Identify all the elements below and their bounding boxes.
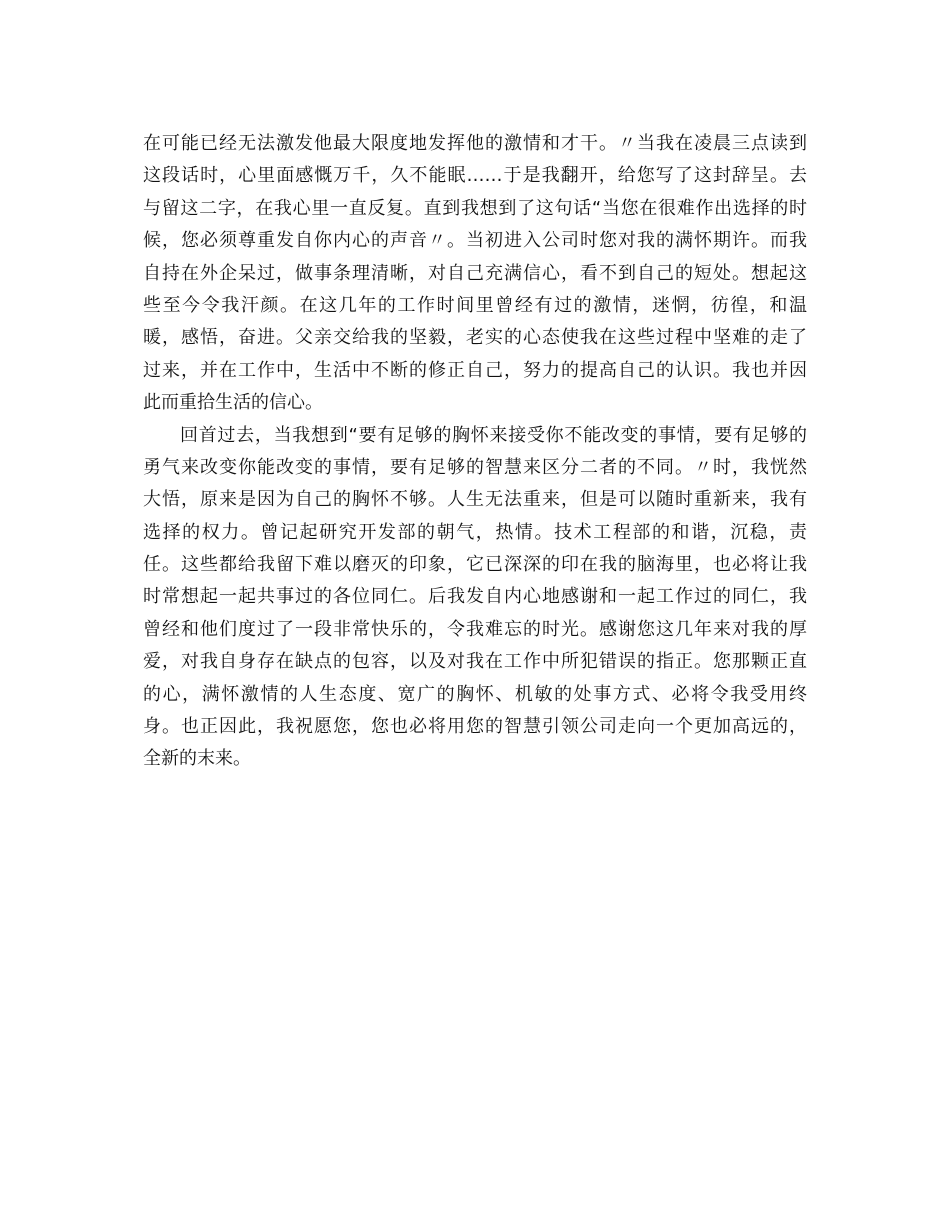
paragraph-line: 此而重拾生活的信心。	[143, 392, 323, 414]
paragraph-line: 勇气来改变你能改变的事情，要有足够的智慧来区分二者的不同。〃时，我恍然	[143, 456, 807, 478]
paragraph-line: 暖，感悟，奋进。父亲交给我的坚毅，老实的心态使我在这些过程中坚难的走了	[143, 327, 807, 349]
paragraph-line: 选择的权力。曾记起研究开发部的朝气，热情。技术工程部的和谐，沉稳，责	[143, 521, 807, 543]
paragraph-line: 在可能已经无法激发他最大限度地发挥他的激情和才干。〃当我在凌晨三点读到	[143, 133, 807, 154]
paragraph-line: 与留这二字，在我心里一直反复。直到我想到了这句话“当您在很难作出选择的时	[143, 197, 807, 219]
paragraph-line: 这段话时，心里面感慨万千，久不能眠……于是我翻开，给您写了这封辞呈。去	[143, 165, 807, 187]
paragraph-line: 自持在外企呆过，做事条理清晰，对自己充满信心，看不到自己的短处。想起这	[143, 262, 807, 284]
paragraph-line: 曾经和他们度过了一段非常快乐的，令我难忘的时光。感谢您这几年来对我的厚	[143, 618, 807, 640]
document-body	[143, 128, 807, 776]
paragraph-1	[143, 128, 807, 420]
paragraph-line: 的心，满怀激情的人生态度、宽广的胸怀、机敏的处事方式、必将令我受用终	[143, 683, 807, 705]
paragraph-line: 大悟，原来是因为自己的胸怀不够。人生无法重来，但是可以随时重新来，我有	[143, 489, 807, 511]
paragraph-line: 任。这些都给我留下难以磨灭的印象，它已深深的印在我的脑海里，也必将让我	[143, 554, 807, 576]
paragraph-line: 回首过去，当我想到“要有足够的胸怀来接受你不能改变的事情，要有足够的	[180, 424, 807, 446]
paragraph-line: 身。也正因此，我祝愿您，您也必将用您的智慧引领公司走向一个更加高远的，	[143, 716, 807, 738]
paragraph-line: 过来，并在工作中，生活中不断的修正自己，努力的提高自己的认识。我也并因	[143, 359, 807, 381]
paragraph-line: 全新的末来。	[143, 748, 251, 770]
paragraph-line: 些至今令我汗颜。在这几年的工作时间里曾经有过的激情，迷惘，彷徨，和温	[143, 294, 807, 316]
paragraph-line: 候，您必须尊重发自你内心的声音〃。当初进入公司时您对我的满怀期许。而我	[143, 230, 807, 252]
paragraph-line: 时常想起一起共事过的各位同仁。后我发自内心地感谢和一起工作过的同仁，我	[143, 586, 807, 608]
paragraph-2	[143, 420, 807, 776]
paragraph-line: 爱，对我自身存在缺点的包容，以及对我在工作中所犯错误的指正。您那颗正直	[143, 651, 807, 673]
